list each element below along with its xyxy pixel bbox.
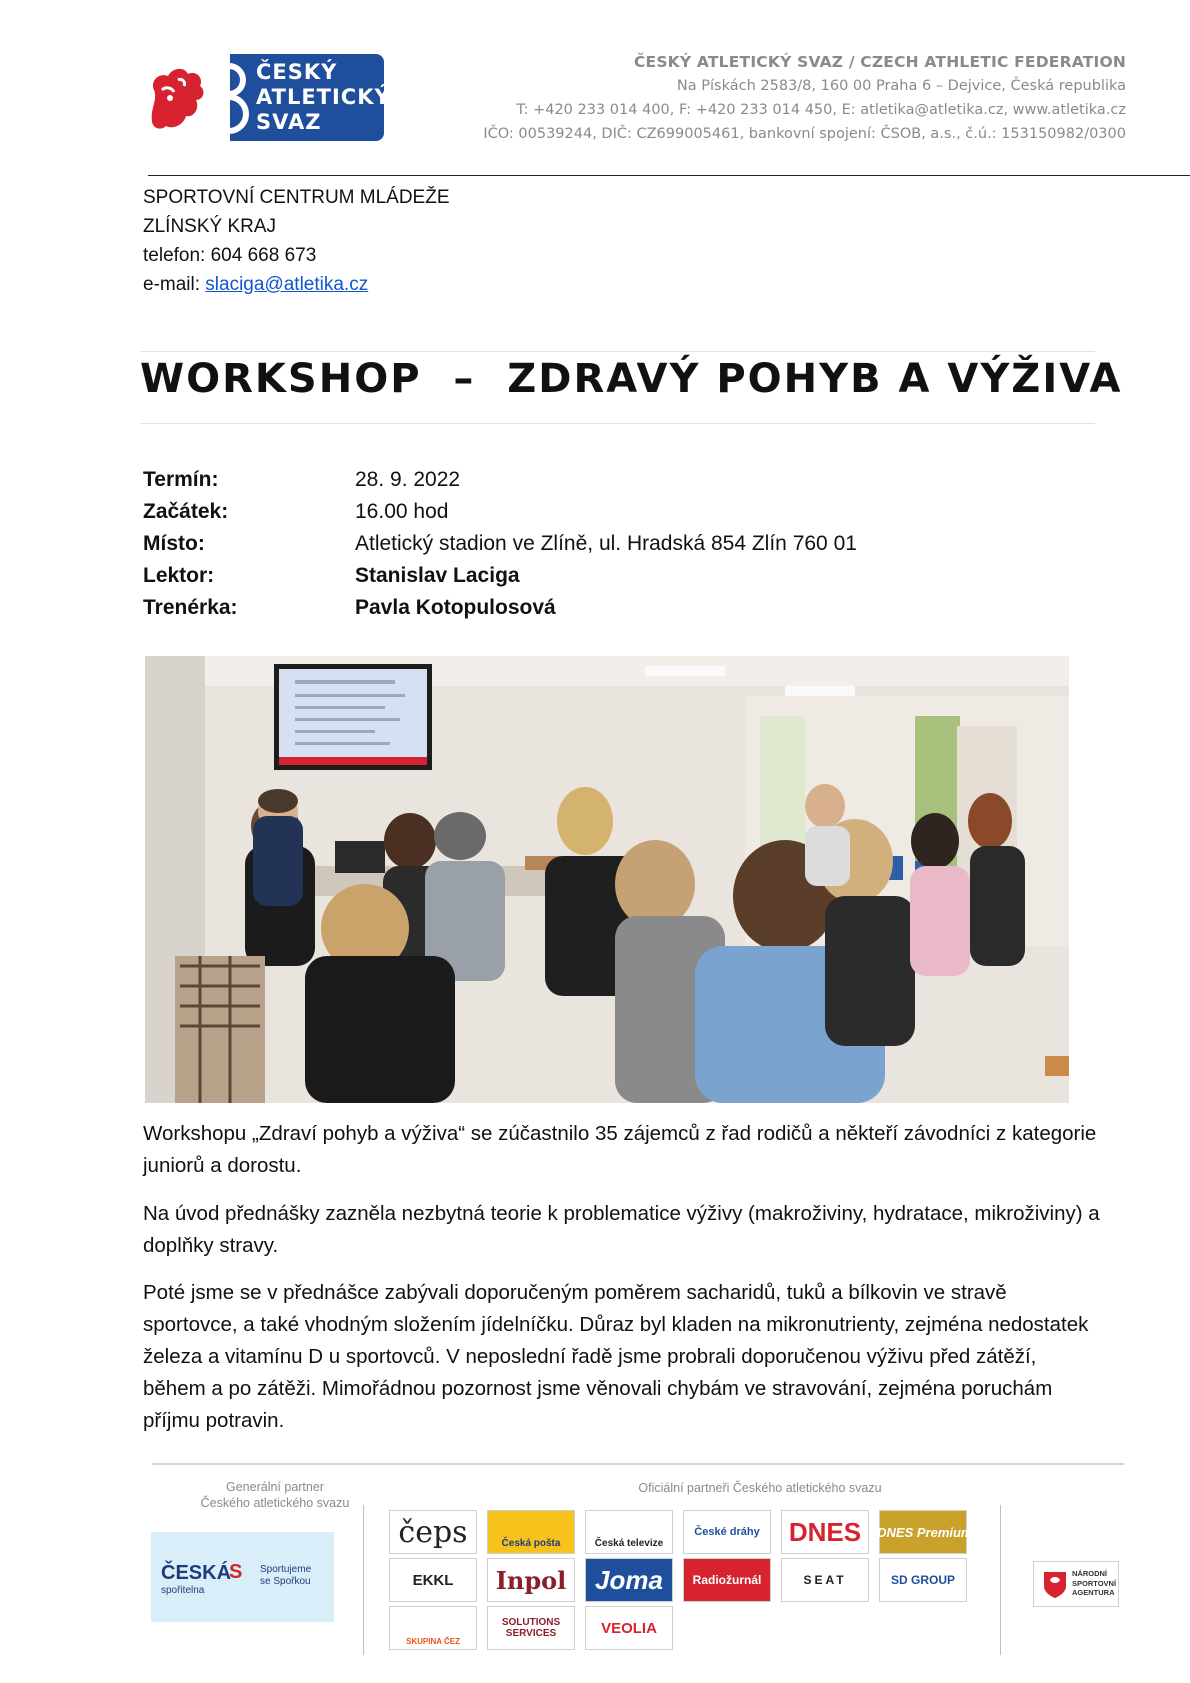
logo-line-1: ČESKÝ xyxy=(256,60,338,84)
eight-emblem-icon xyxy=(206,58,252,138)
general-partner-line-1: Generální partner xyxy=(226,1480,324,1494)
workshop-photo xyxy=(145,656,1069,1103)
paragraph-1 xyxy=(143,1118,1103,1182)
title-rule-bottom xyxy=(140,423,1095,424)
general-partner-label xyxy=(160,1479,390,1511)
partner-ekkl-logo: EKKL xyxy=(389,1558,477,1602)
cs-slogan xyxy=(260,1564,311,1588)
partner-solutions-services-logo: SOLUTIONS SERVICES xyxy=(487,1606,575,1650)
info-value: Pavla Kotopulosová xyxy=(355,596,556,619)
title-rule-top xyxy=(140,351,1095,352)
partner-dnes-logo: DNES xyxy=(781,1510,869,1554)
federation-ids: IČO: 00539244, DIČ: CZ699005461, bankovní spojení: ČSOB, a.s., č.ú.: 153150982/0300 xyxy=(483,126,1126,142)
contact-region: ZLÍNSKÝ KRAJ xyxy=(143,216,277,237)
contact-email-label: e-mail: xyxy=(143,274,206,295)
partner-ceske-drahy-logo: České dráhy xyxy=(683,1510,771,1554)
footer-separator-right xyxy=(1000,1505,1001,1655)
partner-inpol-logo: Inpol xyxy=(487,1558,575,1602)
partner-ceska-televize-logo: Česká televize xyxy=(585,1510,673,1554)
partner-sd-group-logo: SD GROUP xyxy=(879,1558,967,1602)
partner-idnes-premium-logo: iDNES Premium xyxy=(879,1510,967,1554)
partner-veolia-logo: VEOLIA xyxy=(585,1606,673,1650)
nsa-text xyxy=(1072,1569,1116,1598)
cs-slogan-2: se Spořkou xyxy=(260,1576,311,1587)
paragraph-text: Na úvod přednášky zazněla nezbytná teorie k problematice výživy (makroživiny, hydratace, mikroživiny) a doplňky stravy. xyxy=(143,1202,1100,1257)
paragraph-2 xyxy=(143,1198,1103,1262)
info-label: Lektor: xyxy=(143,564,215,587)
contact-block xyxy=(143,183,450,299)
narodni-sportovni-agentura-logo xyxy=(1033,1561,1119,1607)
partner-radiozurnal-logo: Radiožurnál xyxy=(683,1558,771,1602)
nsa-line-1: NÁRODNÍ xyxy=(1072,1569,1107,1578)
nsa-emblem-icon xyxy=(1042,1570,1068,1600)
info-label: Místo: xyxy=(143,532,205,555)
info-value: Stanislav Laciga xyxy=(355,564,520,587)
info-value: 16.00 hod xyxy=(355,500,449,523)
partner-skupina-cez-logo: SKUPINA ČEZ xyxy=(389,1606,477,1650)
info-value: Atletický stadion ve Zlíně, ul. Hradská 854 Zlín 760 01 xyxy=(355,532,857,555)
info-label: Termín: xyxy=(143,468,219,491)
workshop-photo-illustration xyxy=(145,656,1069,1103)
logo-line-2: ATLETICKÝ xyxy=(256,85,391,109)
cs-symbol-icon: S xyxy=(229,1561,243,1583)
nsa-line-2: SPORTOVNÍ xyxy=(1072,1578,1117,1588)
federation-info xyxy=(483,50,1126,146)
footer-divider xyxy=(152,1463,1124,1465)
cs-slogan-1: Sportujeme xyxy=(260,1564,312,1575)
caz-logo xyxy=(140,54,391,141)
footer-separator-left xyxy=(363,1505,364,1655)
info-label: Začátek: xyxy=(143,500,229,523)
contact-org: SPORTOVNÍ CENTRUM MLÁDEŽE xyxy=(143,187,450,208)
info-label: Trenérka: xyxy=(143,596,238,619)
page-title: WORKSHOP – ZDRAVÝ POHYB A VÝŽIVA xyxy=(140,356,1123,402)
contact-email-link[interactable]: slaciga@atletika.cz xyxy=(205,274,369,295)
nsa-line-3: AGENTURA xyxy=(1072,1588,1115,1597)
cs-name: ČESKÁ xyxy=(161,1562,232,1584)
partner-seat-logo: SEAT xyxy=(781,1558,869,1602)
federation-phones: T: +420 233 014 400, F: +420 233 014 450, E: atletika@atletika.cz, www.atletika.cz xyxy=(516,102,1126,118)
general-partner-line-2: Českého atletického svazu xyxy=(200,1496,350,1510)
federation-name: ČESKÝ ATLETICKÝ SVAZ / CZECH ATHLETIC FEDERATION xyxy=(633,53,1126,71)
logo-line-3: SVAZ xyxy=(256,110,322,134)
paragraph-text: Poté jsme se v přednášce zabývali doporučeným poměrem sacharidů, tuků a bílkovin ve stravě sportovce, a také vhodným složením jídelníčku. Důraz byl kladen na mikronutrienty, zejména nedostatek železa a vitamínu D u sportovců. V neposlední řadě jsme probrali doporučenou výživu před zátěží, během a po zátěži. Mimořádnou pozornost jsme věnovali chybám ve stravování, zejména poruchám příjmu potravin. xyxy=(143,1281,1089,1432)
federation-address: Na Pískách 2583/8, 160 00 Praha 6 – Dejvice, Česká republika xyxy=(676,78,1126,94)
header-divider xyxy=(148,175,1190,176)
official-partners-label: Oficiální partneři Českého atletického svazu xyxy=(638,1481,882,1495)
contact-phone: telefon: 604 668 673 xyxy=(143,245,317,266)
cs-sub: spořitelna xyxy=(161,1585,205,1596)
paragraph-3 xyxy=(143,1277,1103,1437)
ceska-sporitelna-logo xyxy=(151,1532,334,1622)
paragraph-text: Workshopu „Zdraví pohyb a výživa“ se zúčastnilo 35 zájemců z řad rodičů a někteří závodníci z kategorie juniorů a dorostu. xyxy=(143,1122,1097,1177)
partner-ceps-logo: čeps xyxy=(389,1510,477,1554)
partner-ceska-posta-logo: Česká pošta xyxy=(487,1510,575,1554)
info-value: 28. 9. 2022 xyxy=(355,468,461,491)
partner-joma-logo: Joma xyxy=(585,1558,673,1602)
